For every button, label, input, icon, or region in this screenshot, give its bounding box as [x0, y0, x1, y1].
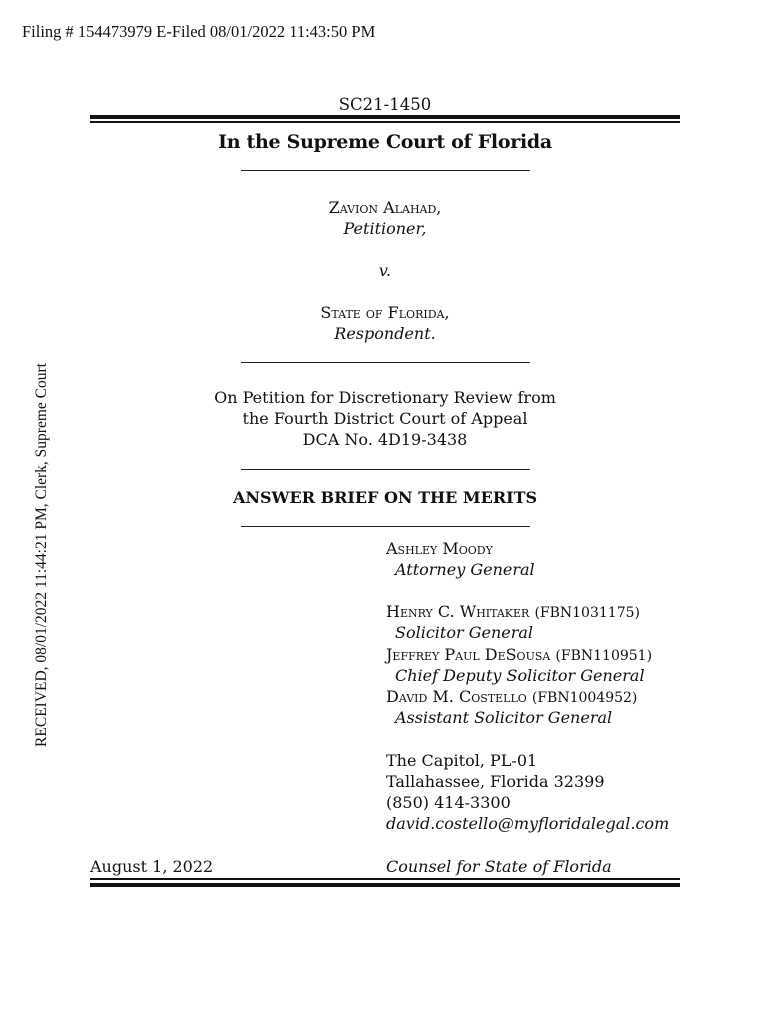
- sg-line: [386, 602, 640, 621]
- top-rule-thick: [90, 115, 680, 119]
- review-line-1: On Petition for Discretionary Review from: [214, 388, 556, 407]
- email-link[interactable]: david.costello@myfloridalegal.com: [386, 814, 670, 833]
- respondent-name: State of Florida,: [320, 303, 450, 322]
- sg-bar-number: (FBN1031175): [534, 605, 640, 621]
- versus: v.: [378, 261, 392, 280]
- bottom-rule-thin: [90, 878, 680, 880]
- cdsg-line: [386, 645, 652, 664]
- sg-title: Solicitor General: [395, 623, 534, 642]
- divider: [241, 526, 530, 527]
- counsel-for: Counsel for State of Florida: [386, 857, 612, 876]
- asg-bar-number: (FBN1004952): [531, 690, 638, 706]
- divider: [241, 469, 530, 470]
- case-number: SC21-1450: [338, 95, 432, 114]
- ag-name: Ashley Moody: [386, 539, 493, 558]
- asg-name: David M. Costello: [386, 687, 527, 706]
- filing-header: Filing # 154473979 E-Filed 08/01/2022 11:43:50 PM: [22, 22, 376, 41]
- asg-line: [386, 687, 637, 706]
- petitioner-role: Petitioner,: [343, 219, 427, 238]
- brief-title: ANSWER BRIEF ON THE MERITS: [232, 488, 538, 507]
- address-line-1: The Capitol, PL-01: [386, 751, 538, 770]
- court-name: In the Supreme Court of Florida: [218, 131, 552, 153]
- cdsg-bar-number: (FBN110951): [555, 648, 653, 664]
- petitioner-name: Zavion Alahad,: [328, 198, 442, 217]
- respondent-role: Respondent.: [334, 324, 436, 343]
- sg-name: Henry C. Whitaker: [386, 602, 530, 621]
- ag-title: Attorney General: [395, 560, 535, 579]
- phone: (850) 414-3300: [386, 793, 511, 812]
- top-rule-thin: [90, 121, 680, 123]
- review-line-2: the Fourth District Court of Appeal: [242, 409, 528, 428]
- divider: [241, 170, 530, 171]
- dca-number: DCA No. 4D19-3438: [302, 430, 468, 449]
- cdsg-name: Jeffrey Paul DeSousa: [386, 645, 551, 664]
- received-stamp: RECEIVED, 08/01/2022 11:44:21 PM, Clerk, Supreme Court: [33, 363, 50, 747]
- address-line-2: Tallahassee, Florida 32399: [386, 772, 605, 791]
- cdsg-title: Chief Deputy Solicitor General: [395, 666, 645, 685]
- asg-title: Assistant Solicitor General: [395, 708, 613, 727]
- filing-date: August 1, 2022: [90, 857, 214, 876]
- divider: [241, 362, 530, 363]
- bottom-rule-thick: [90, 883, 680, 887]
